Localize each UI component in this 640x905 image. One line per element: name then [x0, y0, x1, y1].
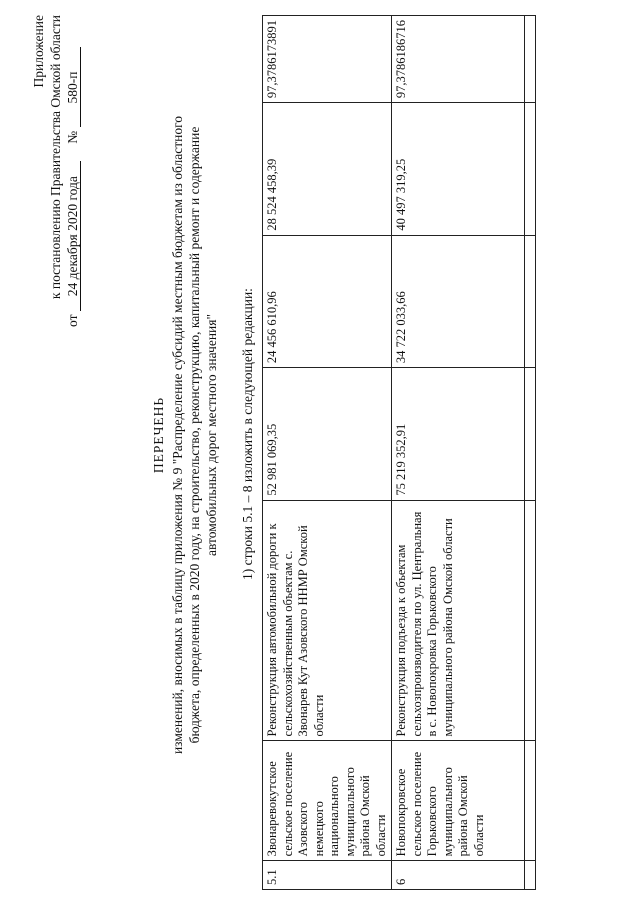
appendix-from-word: от	[65, 314, 80, 327]
appendix-block	[30, 15, 81, 345]
table-row-continuation	[525, 16, 536, 890]
table-cell	[525, 235, 536, 367]
appendix-decree-line: к постановлению Правительства Омской области	[48, 15, 63, 300]
appendix-label: Приложение	[31, 15, 46, 88]
amount-2020: 24 456 610,96	[263, 235, 392, 367]
amount-subsidy: 40 497 319,25	[392, 103, 525, 236]
table-cell	[525, 16, 536, 103]
amount-total: 52 981 069,35	[263, 368, 392, 500]
amount-2020: 34 722 033,66	[392, 235, 525, 367]
object-description: Реконструкция подъезда к объектам сельхозпроизводителя по ул. Центральная в с. Новопокровка Горьковского муниципального района Омской области	[392, 500, 525, 741]
percent-value: 97,3786186716	[392, 16, 525, 103]
table-cell	[525, 741, 536, 861]
table-row	[263, 16, 392, 890]
appendix-date-line	[64, 15, 81, 345]
table-row	[392, 16, 525, 890]
heading-line-1: изменений, вносимых в таблицу приложения № 9 "Распределение субсидий местным бюджетам из областного	[170, 115, 185, 755]
object-description: Реконструкция автомобильной дороги к сельскохозяйственным объектам с. Звонарев Кут Азовского ННМР Омской области	[263, 500, 392, 741]
document-title: ПЕРЕЧЕНЬ	[151, 396, 166, 474]
intro-paragraph: 1) строки 5.1 – 8 изложить в следующей редакции:	[240, 288, 255, 580]
row-number: 5.1	[263, 861, 392, 890]
table-cell	[525, 368, 536, 500]
amount-total: 75 219 352,91	[392, 368, 525, 500]
amount-subsidy: 28 524 458,39	[263, 103, 392, 236]
heading-line-2: бюджета, определенных в 2020 году, на строительство, реконструкцию, капитальный ремонт и содержание	[187, 126, 202, 744]
changes-table	[262, 15, 536, 890]
appendix-date: 24 декабря 2020 года	[65, 161, 81, 311]
percent-value: 97,3786173891	[263, 16, 392, 103]
document-heading	[150, 65, 220, 805]
heading-line-3: автомобильных дорог местного значения"	[204, 314, 219, 556]
table-cell	[525, 500, 536, 741]
table-cell	[525, 103, 536, 236]
appendix-number-sign: №	[65, 130, 80, 144]
appendix-number: 580-п	[65, 48, 81, 128]
table-cell	[525, 861, 536, 890]
settlement-name: Новопокровское сельское поселение Горьковского муниципального района Омской области	[392, 741, 525, 861]
row-number: 6	[392, 861, 525, 890]
settlement-name: Звонаревокутское сельское поселение Азовского немецкого национального муниципального района Омской области	[263, 741, 392, 861]
